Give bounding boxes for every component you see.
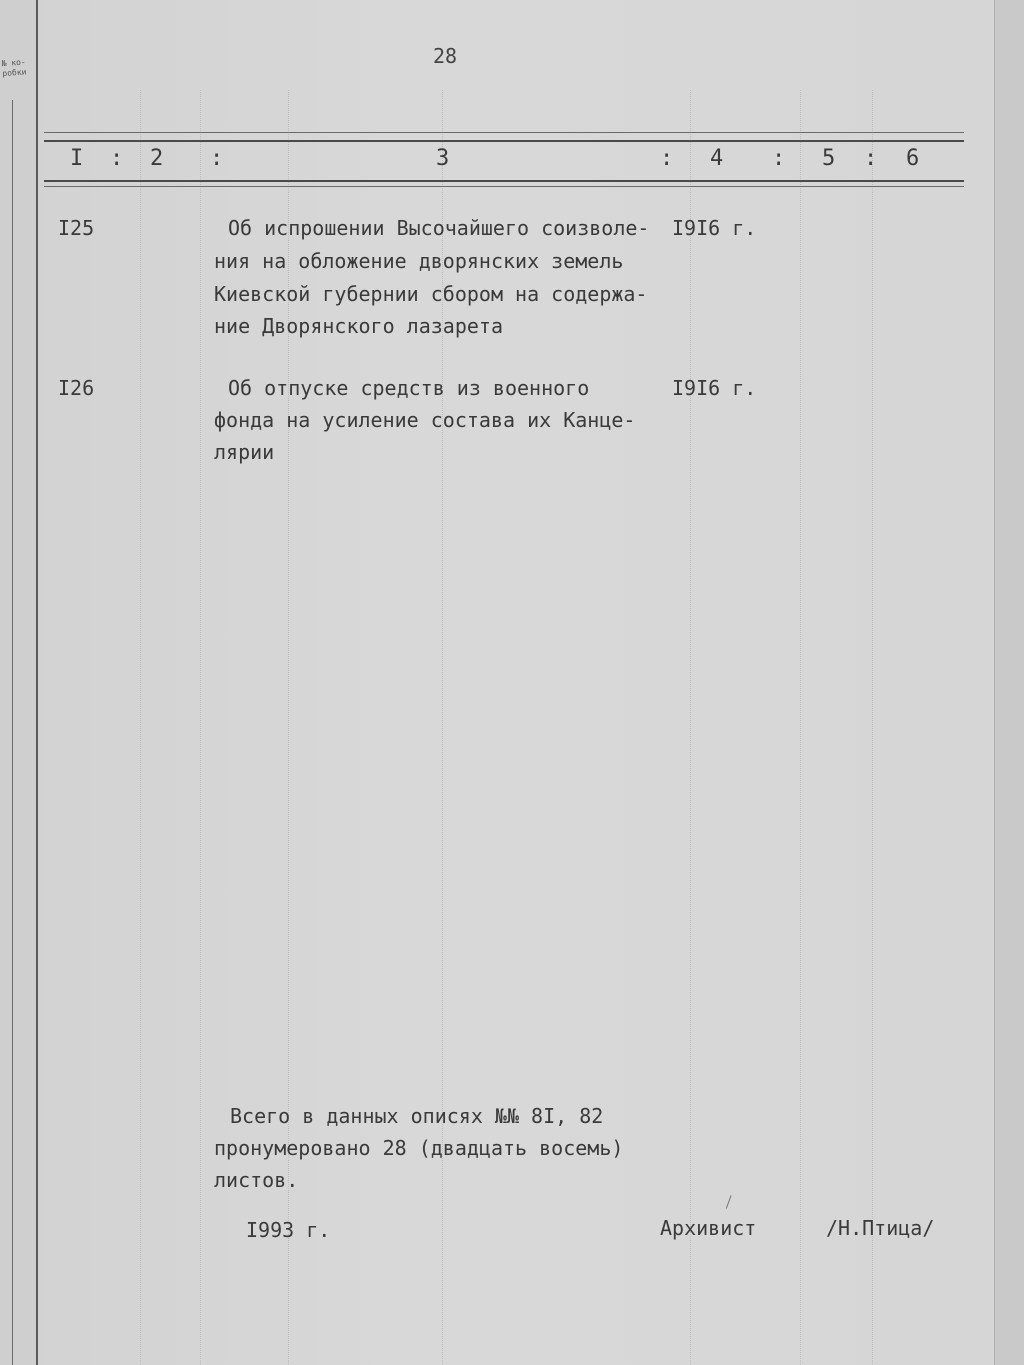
entry-number: I26: [58, 376, 95, 400]
column-number-6: 6: [906, 146, 920, 171]
header-rule-top: [44, 132, 964, 133]
page-number: 28: [433, 44, 458, 68]
entry-title-line: фонда на усиление состава их Канце-: [214, 408, 636, 432]
column-rule: [140, 90, 141, 1365]
entry-title-line: ние Дворянского лазарета: [214, 314, 503, 338]
page-right-edge: [994, 0, 1024, 1365]
column-rule: [690, 90, 691, 1365]
column-number-1: I: [70, 146, 84, 171]
column-separator: :: [110, 146, 124, 171]
header-rule-bottom-thin: [44, 186, 964, 187]
column-separator: :: [660, 146, 674, 171]
binding-strip: [0, 0, 38, 1365]
entry-title-line: Киевской губернии сбором на содержа-: [214, 282, 648, 306]
entry-title-line: Об отпуске средств из военного: [228, 376, 590, 400]
column-rule: [800, 90, 801, 1365]
document-year: I993 г.: [246, 1218, 331, 1242]
entry-number: I25: [58, 216, 95, 240]
margin-label-line-2: робки: [2, 67, 27, 79]
column-number-5: 5: [822, 146, 836, 171]
summary-line: пронумеровано 28 (двадцать восемь): [214, 1136, 624, 1160]
summary-line: листов.: [214, 1168, 299, 1192]
column-separator: :: [864, 146, 878, 171]
binding-inner-line: [0, 100, 13, 1365]
column-separator: :: [772, 146, 786, 171]
column-separator: :: [210, 146, 224, 171]
column-number-3: 3: [436, 146, 450, 171]
header-rule-bottom: [44, 180, 964, 182]
pen-mark: [726, 1195, 737, 1211]
summary-line: Всего в данных описях №№ 8I, 82: [230, 1104, 604, 1128]
column-number-4: 4: [710, 146, 724, 171]
archivist-name: /Н.Птица/: [826, 1216, 935, 1240]
entry-date: I9I6 г.: [672, 216, 757, 240]
entry-title-line: Об испрошении Высочайшего соизволе-: [228, 216, 650, 240]
header-rule-top-bold: [44, 140, 964, 142]
entry-date: I9I6 г.: [672, 376, 757, 400]
archivist-label: Архивист: [660, 1216, 757, 1240]
column-number-2: 2: [150, 146, 164, 171]
margin-label: [1, 57, 34, 79]
entry-title-line: ния на обложение дворянских земель: [214, 249, 624, 273]
column-rule: [200, 90, 201, 1365]
column-rule: [872, 90, 873, 1365]
entry-title-line: лярии: [214, 440, 275, 464]
margin-label-line-1: № ко-: [1, 57, 27, 69]
